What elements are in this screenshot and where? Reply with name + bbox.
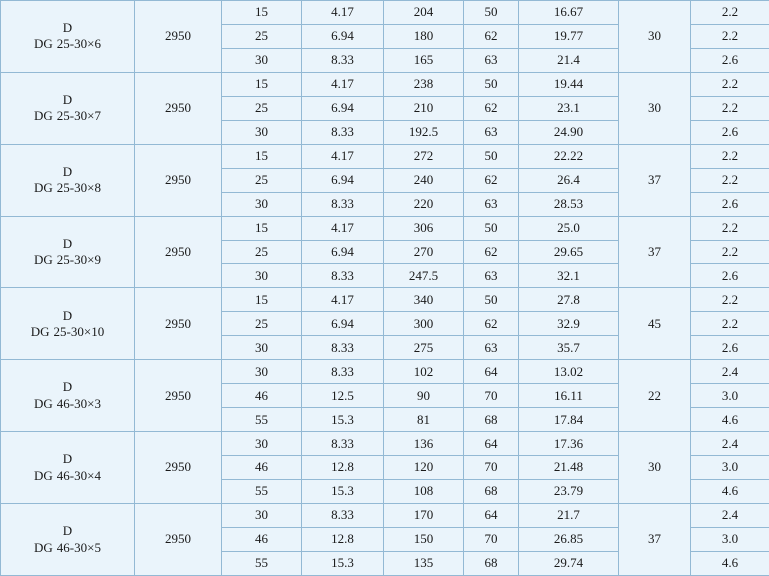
cell-head: 275 <box>384 336 464 360</box>
cell-pipe: 63 <box>464 264 519 288</box>
cell-power: 21.4 <box>519 48 619 72</box>
cell-head: 135 <box>384 551 464 575</box>
cell-power: 35.7 <box>519 336 619 360</box>
cell-power: 21.48 <box>519 456 619 480</box>
cell-weight: 2.4 <box>691 504 769 528</box>
cell-power: 29.65 <box>519 240 619 264</box>
cell-head: 192.5 <box>384 120 464 144</box>
cell-head: 247.5 <box>384 264 464 288</box>
cell-motor: 37 <box>619 144 691 216</box>
table-row <box>1 360 769 384</box>
cell-pipe: 50 <box>464 144 519 168</box>
cell-speed: 2950 <box>135 1 222 73</box>
cell-weight: 2.6 <box>691 336 769 360</box>
model-series-name: DG <box>34 395 53 411</box>
cell-flow-a: 30 <box>222 48 302 72</box>
cell-power: 16.67 <box>519 1 619 25</box>
cell-power: 22.22 <box>519 144 619 168</box>
cell-head: 238 <box>384 72 464 96</box>
cell-flow-b: 4.17 <box>302 144 384 168</box>
model-line-1: D <box>62 451 73 467</box>
cell-flow-a: 30 <box>222 192 302 216</box>
model-spec-code: 25-30×7 <box>56 108 101 124</box>
cell-head: 165 <box>384 48 464 72</box>
cell-head: 204 <box>384 1 464 25</box>
cell-flow-b: 6.94 <box>302 240 384 264</box>
cell-head: 220 <box>384 192 464 216</box>
cell-model <box>1 1 135 73</box>
cell-weight: 2.2 <box>691 288 769 312</box>
cell-flow-b: 8.33 <box>302 120 384 144</box>
cell-pipe: 68 <box>464 408 519 432</box>
cell-flow-a: 15 <box>222 1 302 25</box>
model-line-2 <box>1 468 134 484</box>
cell-flow-a: 30 <box>222 264 302 288</box>
model-line-2 <box>1 396 134 412</box>
cell-flow-a: 30 <box>222 432 302 456</box>
cell-pipe: 50 <box>464 1 519 25</box>
cell-model <box>1 288 135 360</box>
cell-pipe: 68 <box>464 551 519 575</box>
cell-flow-a: 30 <box>222 504 302 528</box>
cell-head: 150 <box>384 527 464 551</box>
cell-flow-a: 15 <box>222 216 302 240</box>
cell-flow-a: 30 <box>222 336 302 360</box>
cell-speed: 2950 <box>135 216 222 288</box>
cell-motor: 30 <box>619 1 691 73</box>
model-spec-code: 25-30×8 <box>56 180 101 196</box>
cell-flow-b: 15.3 <box>302 551 384 575</box>
table-body <box>1 1 769 576</box>
cell-power: 25.0 <box>519 216 619 240</box>
model-line-1: D <box>62 92 73 108</box>
cell-pipe: 62 <box>464 24 519 48</box>
cell-speed: 2950 <box>135 360 222 432</box>
cell-weight: 2.2 <box>691 24 769 48</box>
cell-speed: 2950 <box>135 432 222 504</box>
cell-flow-b: 8.33 <box>302 264 384 288</box>
cell-speed: 2950 <box>135 504 222 576</box>
cell-flow-b: 6.94 <box>302 24 384 48</box>
cell-weight: 4.6 <box>691 408 769 432</box>
model-line-2 <box>1 540 134 556</box>
cell-pipe: 64 <box>464 504 519 528</box>
cell-weight: 4.6 <box>691 551 769 575</box>
cell-flow-b: 15.3 <box>302 408 384 432</box>
cell-motor: 45 <box>619 288 691 360</box>
cell-motor: 22 <box>619 360 691 432</box>
cell-motor: 37 <box>619 504 691 576</box>
cell-weight: 2.6 <box>691 48 769 72</box>
cell-flow-b: 6.94 <box>302 168 384 192</box>
cell-power: 23.79 <box>519 480 619 504</box>
cell-weight: 2.4 <box>691 432 769 456</box>
cell-weight: 3.0 <box>691 527 769 551</box>
cell-flow-a: 46 <box>222 384 302 408</box>
cell-model <box>1 432 135 504</box>
cell-flow-a: 55 <box>222 480 302 504</box>
cell-pipe: 63 <box>464 336 519 360</box>
cell-pipe: 50 <box>464 72 519 96</box>
model-line-1: D <box>62 523 73 539</box>
cell-flow-b: 15.3 <box>302 480 384 504</box>
cell-flow-a: 25 <box>222 96 302 120</box>
cell-pipe: 50 <box>464 288 519 312</box>
cell-flow-b: 8.33 <box>302 192 384 216</box>
cell-weight: 2.6 <box>691 120 769 144</box>
cell-flow-a: 15 <box>222 72 302 96</box>
cell-flow-a: 46 <box>222 527 302 551</box>
cell-flow-a: 25 <box>222 312 302 336</box>
cell-head: 81 <box>384 408 464 432</box>
cell-weight: 2.2 <box>691 144 769 168</box>
cell-power: 21.7 <box>519 504 619 528</box>
cell-power: 29.74 <box>519 551 619 575</box>
cell-speed: 2950 <box>135 72 222 144</box>
cell-weight: 2.2 <box>691 72 769 96</box>
cell-flow-a: 15 <box>222 288 302 312</box>
cell-pipe: 62 <box>464 96 519 120</box>
cell-flow-b: 12.5 <box>302 384 384 408</box>
cell-weight: 2.2 <box>691 96 769 120</box>
model-spec-code: 25-30×10 <box>53 323 105 339</box>
cell-speed: 2950 <box>135 288 222 360</box>
model-line-1: D <box>62 307 73 323</box>
model-series-name: DG <box>34 539 53 555</box>
cell-power: 23.1 <box>519 96 619 120</box>
cell-flow-a: 15 <box>222 144 302 168</box>
model-series-name: DG <box>34 252 53 267</box>
cell-head: 90 <box>384 384 464 408</box>
cell-head: 306 <box>384 216 464 240</box>
cell-weight: 2.4 <box>691 360 769 384</box>
cell-motor: 37 <box>619 216 691 288</box>
cell-head: 270 <box>384 240 464 264</box>
cell-flow-b: 4.17 <box>302 288 384 312</box>
cell-flow-b: 12.8 <box>302 456 384 480</box>
cell-weight: 2.6 <box>691 192 769 216</box>
cell-flow-a: 46 <box>222 456 302 480</box>
table-row <box>1 144 769 168</box>
model-spec-code: 46-30×3 <box>56 395 101 411</box>
cell-flow-b: 8.33 <box>302 504 384 528</box>
cell-weight: 3.0 <box>691 456 769 480</box>
cell-pipe: 68 <box>464 480 519 504</box>
cell-flow-a: 25 <box>222 168 302 192</box>
cell-power: 27.8 <box>519 288 619 312</box>
cell-flow-b: 8.33 <box>302 360 384 384</box>
model-line-2 <box>1 252 134 268</box>
cell-flow-b: 8.33 <box>302 48 384 72</box>
cell-weight: 2.2 <box>691 168 769 192</box>
model-line-1: D <box>62 163 73 179</box>
cell-power: 32.1 <box>519 264 619 288</box>
table-row <box>1 432 769 456</box>
cell-flow-b: 4.17 <box>302 1 384 25</box>
cell-flow-b: 6.94 <box>302 96 384 120</box>
model-spec-code: 25-30×9 <box>56 252 101 267</box>
cell-pipe: 50 <box>464 216 519 240</box>
table-row <box>1 216 769 240</box>
cell-flow-a: 30 <box>222 120 302 144</box>
model-series-name: DG <box>34 467 53 483</box>
model-line-2 <box>1 324 134 340</box>
table-row <box>1 72 769 96</box>
cell-flow-b: 8.33 <box>302 432 384 456</box>
cell-flow-b: 6.94 <box>302 312 384 336</box>
model-spec-code: 46-30×5 <box>56 539 101 555</box>
cell-head: 240 <box>384 168 464 192</box>
cell-head: 340 <box>384 288 464 312</box>
cell-pipe: 70 <box>464 527 519 551</box>
cell-head: 102 <box>384 360 464 384</box>
cell-power: 17.36 <box>519 432 619 456</box>
cell-pipe: 64 <box>464 432 519 456</box>
cell-model <box>1 216 135 288</box>
cell-speed: 2950 <box>135 144 222 216</box>
model-line-2 <box>1 36 134 52</box>
cell-flow-a: 25 <box>222 240 302 264</box>
cell-weight: 2.2 <box>691 240 769 264</box>
cell-power: 24.90 <box>519 120 619 144</box>
cell-pipe: 62 <box>464 240 519 264</box>
cell-flow-a: 25 <box>222 24 302 48</box>
model-line-1: D <box>62 379 73 395</box>
cell-model <box>1 72 135 144</box>
cell-power: 32.9 <box>519 312 619 336</box>
cell-head: 180 <box>384 24 464 48</box>
cell-pipe: 62 <box>464 168 519 192</box>
cell-model <box>1 504 135 576</box>
model-series-name: DG <box>34 180 53 196</box>
cell-flow-a: 30 <box>222 360 302 384</box>
cell-weight: 2.2 <box>691 312 769 336</box>
model-series-name: DG <box>30 323 50 339</box>
cell-flow-a: 55 <box>222 408 302 432</box>
cell-pipe: 63 <box>464 120 519 144</box>
model-line-2 <box>1 108 134 124</box>
model-line-1: D <box>62 20 73 36</box>
cell-power: 16.11 <box>519 384 619 408</box>
cell-flow-b: 4.17 <box>302 216 384 240</box>
cell-model <box>1 144 135 216</box>
cell-head: 272 <box>384 144 464 168</box>
cell-pipe: 64 <box>464 360 519 384</box>
cell-power: 19.44 <box>519 72 619 96</box>
cell-flow-b: 4.17 <box>302 72 384 96</box>
cell-pipe: 70 <box>464 384 519 408</box>
cell-head: 120 <box>384 456 464 480</box>
cell-motor: 30 <box>619 432 691 504</box>
cell-head: 170 <box>384 504 464 528</box>
cell-pipe: 62 <box>464 312 519 336</box>
cell-pipe: 63 <box>464 48 519 72</box>
cell-power: 26.4 <box>519 168 619 192</box>
cell-flow-b: 8.33 <box>302 336 384 360</box>
model-line-2 <box>1 180 134 196</box>
cell-power: 17.84 <box>519 408 619 432</box>
cell-flow-b: 12.8 <box>302 527 384 551</box>
cell-motor: 30 <box>619 72 691 144</box>
model-line-1: D <box>62 235 73 251</box>
model-spec-code: 25-30×6 <box>56 36 101 52</box>
cell-weight: 2.6 <box>691 264 769 288</box>
cell-head: 300 <box>384 312 464 336</box>
cell-pipe: 70 <box>464 456 519 480</box>
cell-weight: 2.2 <box>691 216 769 240</box>
cell-power: 13.02 <box>519 360 619 384</box>
table-row <box>1 1 769 25</box>
model-spec-code: 46-30×4 <box>56 467 101 483</box>
cell-head: 210 <box>384 96 464 120</box>
cell-model <box>1 360 135 432</box>
cell-head: 136 <box>384 432 464 456</box>
table-row <box>1 288 769 312</box>
cell-power: 19.77 <box>519 24 619 48</box>
model-series-name: DG <box>34 36 53 52</box>
cell-flow-a: 55 <box>222 551 302 575</box>
cell-head: 108 <box>384 480 464 504</box>
table-row <box>1 504 769 528</box>
cell-weight: 3.0 <box>691 384 769 408</box>
model-series-name: DG <box>34 108 53 124</box>
cell-pipe: 63 <box>464 192 519 216</box>
cell-weight: 2.2 <box>691 1 769 25</box>
cell-weight: 4.6 <box>691 480 769 504</box>
cell-power: 26.85 <box>519 527 619 551</box>
cell-power: 28.53 <box>519 192 619 216</box>
